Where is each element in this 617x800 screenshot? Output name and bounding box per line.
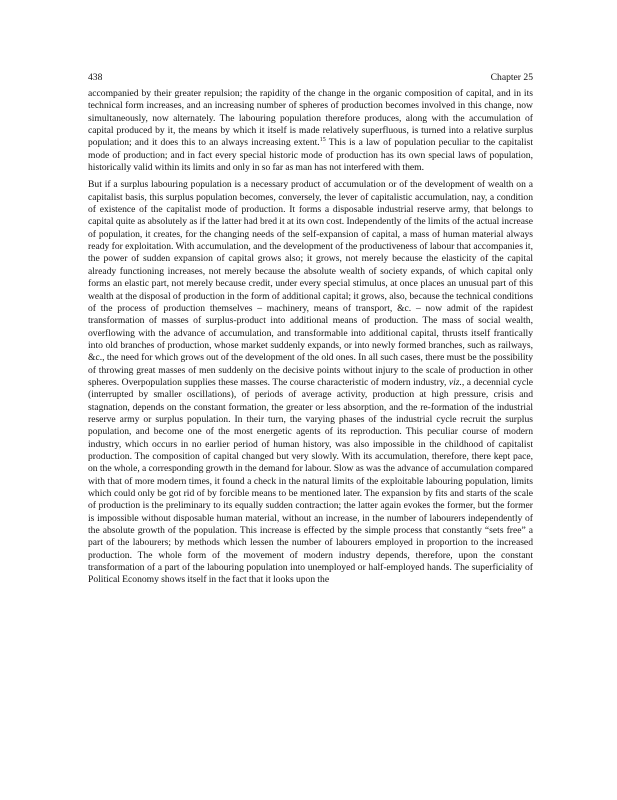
chapter-title: Chapter 25	[490, 72, 533, 83]
paragraph-1	[88, 88, 533, 174]
paragraph-2-text-a: But if a surplus labouring population is a necessary product of accumulation or of the development of wealth on a capitalist basis, this surplus population becomes, conversely, the lever of capitalistic accumulation, nay, a condition of existence of the capitalist mode of production. It forms a disposable industrial reserve army, that belongs to capital quite as absolutely as if the latter had bred it at its own cost. Independently of the limits of the actual increase of population, it creates, for the changing needs of the self-expansion of capital, a mass of human material always ready for exploitation. With accumulation, and the development of the productiveness of labour that accompanies it, the power of sudden expansion of capital grows also; it grows, not merely because the elasticity of the capital already functioning increases, not merely because the absolute wealth of society expands, of which capital only forms an elastic part, not merely because credit, under every special stimulus, at once places an unusual part of this wealth at the disposal of production in the form of additional capital; it grows, also, because the technical conditions of the process of production themselves – machinery, means of transport, &c. – now admit of the rapidest transformation of masses of surplus-product into additional means of production. The mass of social wealth, overflowing with the advance of accumulation, and transformable into additional capital, thrusts itself frantically into old branches of production, whose market suddenly expands, or into newly formed branches, such as railways, &c., the need for which grows out of the development of the old ones. In all such cases, there must be the possibility of throwing great masses of men suddenly on the decisive points without injury to the scale of production in other spheres. Overpopulation supplies these masses. The course characteristic of modern industry,	[88, 179, 533, 388]
paragraph-1-text-b: This is a law of population peculiar to the capitalist mode of production; and in fact every special historic mode of production has its own special laws of population, historically valid within its limits and only in so far as man has not interfered with them.	[88, 137, 533, 174]
paragraph-2-italic: viz.	[448, 376, 462, 388]
paragraph-2	[88, 179, 533, 586]
paragraph-1-text-a: accompanied by their greater repulsion; the rapidity of the change in the organic composition of capital, and in its technical form increases, and an increasing number of spheres of production becomes involved in this change, now simultaneously, now alternately. The labouring population therefore produces, along with the accumulation of capital produced by it, the means by which it itself is made relatively superfluous, is turned into a relative surplus population; and it does this to an always increasing extent.	[88, 88, 533, 149]
book-page	[88, 72, 533, 592]
running-header	[88, 72, 533, 84]
paragraph-2-text-b: , a decennial cycle (interrupted by smaller oscillations), of periods of average activity, production at high pressure, crisis and stagnation, depends on the constant formation, the greater or less absorption, and the re-formation of the industrial reserve army or surplus population. In their turn, the varying phases of the industrial cycle recruit the surplus population, and become one of the most energetic agents of its reproduction. This peculiar course of modern industry, which occurs in no earlier period of human history, was also impossible in the childhood of capitalist production. The composition of capital changed but very slowly. With its accumulation, therefore, there kept pace, on the whole, a corresponding growth in the demand for labour. Slow as was the advance of accumulation compared with that of more modern times, it found a check in the natural limits of the exploitable labouring population, limits which could only be got rid of by forcible means to be mentioned later. The expansion by fits and starts of the scale of production is the preliminary to its equally sudden contraction; the latter again evokes the former, but the former is impossible without disposable human material, without an increase, in the number of labourers independently of the absolute growth of the population. This increase is effected by the simple process that constantly “sets free” a part of the labourers; by methods which lessen the number of labourers employed in proportion to the increased production. The whole form of the movement of modern industry depends, therefore, upon the constant transformation of a part of the labouring population into unemployed or half-employed hands. The superficiality of Political Economy shows itself in the fact that it looks upon the	[88, 376, 533, 586]
page-number: 438	[88, 72, 103, 83]
footnote-marker[interactable]: 15	[319, 137, 326, 144]
